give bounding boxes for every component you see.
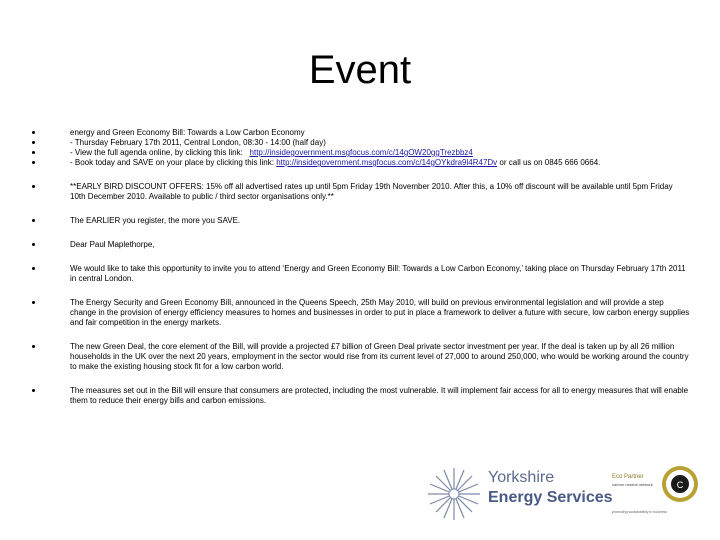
bullet-icon <box>30 386 70 406</box>
consumer-protection: The measures set out in the Bill will ensure that consumers are protected, including the most vulnerable. It will implement fair access for all to energy measures that will enable them to reduce their energy bills and carbon emissions. <box>70 386 689 405</box>
agenda-line <box>70 148 690 158</box>
booking-phone: or call us on 0845 666 0664. <box>497 158 601 167</box>
bullet-item <box>30 148 690 158</box>
partner-tagline: promoting sustainability in business <box>612 510 668 514</box>
bullet-item <box>30 128 690 138</box>
bullet-icon <box>30 138 70 148</box>
salutation: Dear Paul Maplethorpe, <box>70 240 155 249</box>
bullet-item <box>30 342 690 372</box>
yorkshire-energy-wordmark <box>488 468 613 508</box>
booking-link[interactable]: http://insidegovernment.msgfocus.com/c/14gOYkdra9l4R47Dv <box>276 158 498 167</box>
early-bird-offer: **EARLY BIRD DISCOUNT OFFERS: 15% off all advertised rates up until 5pm Friday 19th November 2010. After this, a 10% off discount will be available until 5pm Friday 10th December 2010. Available to public / third sector organisations only.** <box>70 182 673 201</box>
bullet-item <box>30 298 690 328</box>
slide-title: Event <box>308 48 412 92</box>
partner-sub: carbon neutral network <box>612 482 653 487</box>
event-name: energy and Green Economy Bill: Towards a Low Carbon Economy <box>70 128 305 137</box>
booking-line <box>70 158 690 168</box>
bullet-icon <box>30 342 70 372</box>
register-note: The EARLIER you register, the more you SAVE. <box>70 216 241 225</box>
yes-line1: Yorkshire <box>488 469 555 486</box>
green-deal: The new Green Deal, the core element of the Bill, will provide a projected £7 billion of Green Deal private sector investment per year. If the deal is taken up by all 26 million households in the UK over the next 20 years, employment in the sector would rise from its current level of 27,000 to around 250,000, who would be working around the country to make the existing housing stock fit for a low carbon world. <box>70 342 689 371</box>
invitation: We would like to take this opportunity to invite you to attend ‘Energy and Green Economy Bill: Towards a Low Carbon Economy,’ taking place on Thursday February 17th 2011 in central London. <box>70 264 686 283</box>
bullet-item <box>30 158 690 168</box>
booking-text: - Book today and SAVE on your place by clicking this link: <box>70 158 277 167</box>
bullet-item <box>30 264 690 284</box>
bullet-icon <box>30 216 70 226</box>
bullet-item <box>30 216 690 226</box>
bullet-item <box>30 240 690 250</box>
bullet-item <box>30 182 690 202</box>
bullet-icon <box>30 264 70 284</box>
event-date: - Thursday February 17th 2011, Central London, 08:30 - 14:00 (half day) <box>70 138 326 147</box>
yorkshire-energy-logo-icon <box>424 464 484 524</box>
partner-emblem-icon <box>660 464 700 504</box>
bullet-item <box>30 138 690 148</box>
svg-text:C: C <box>676 480 684 490</box>
bullet-icon <box>30 128 70 138</box>
footer-logos <box>424 462 714 532</box>
partner-logo <box>612 462 712 522</box>
partner-name: Eco Partner <box>612 474 644 480</box>
bullet-item <box>30 386 690 406</box>
agenda-text: - View the full agenda online, by clicking this link: <box>70 148 250 157</box>
bullet-icon <box>30 182 70 202</box>
bullet-icon <box>30 158 70 168</box>
bill-description: The Energy Security and Green Economy Bill, announced in the Queens Speech, 25th May 2010, will build on previous environmental legislation and will provide a step change in the provision of energy efficiency measures to homes and businesses in order to put in place a framework to deliver a future with secure, low carbon energy supplies and fair competition in the energy markets. <box>70 298 690 327</box>
slide-body <box>30 128 690 406</box>
bullet-icon <box>30 240 70 250</box>
agenda-link[interactable]: http://insidegovernment.msgfocus.com/c/14gOW20ggTrezbbz4 <box>249 148 473 157</box>
yes-line2: Energy Services <box>488 489 613 506</box>
bullet-icon <box>30 148 70 158</box>
bullet-icon <box>30 298 70 328</box>
